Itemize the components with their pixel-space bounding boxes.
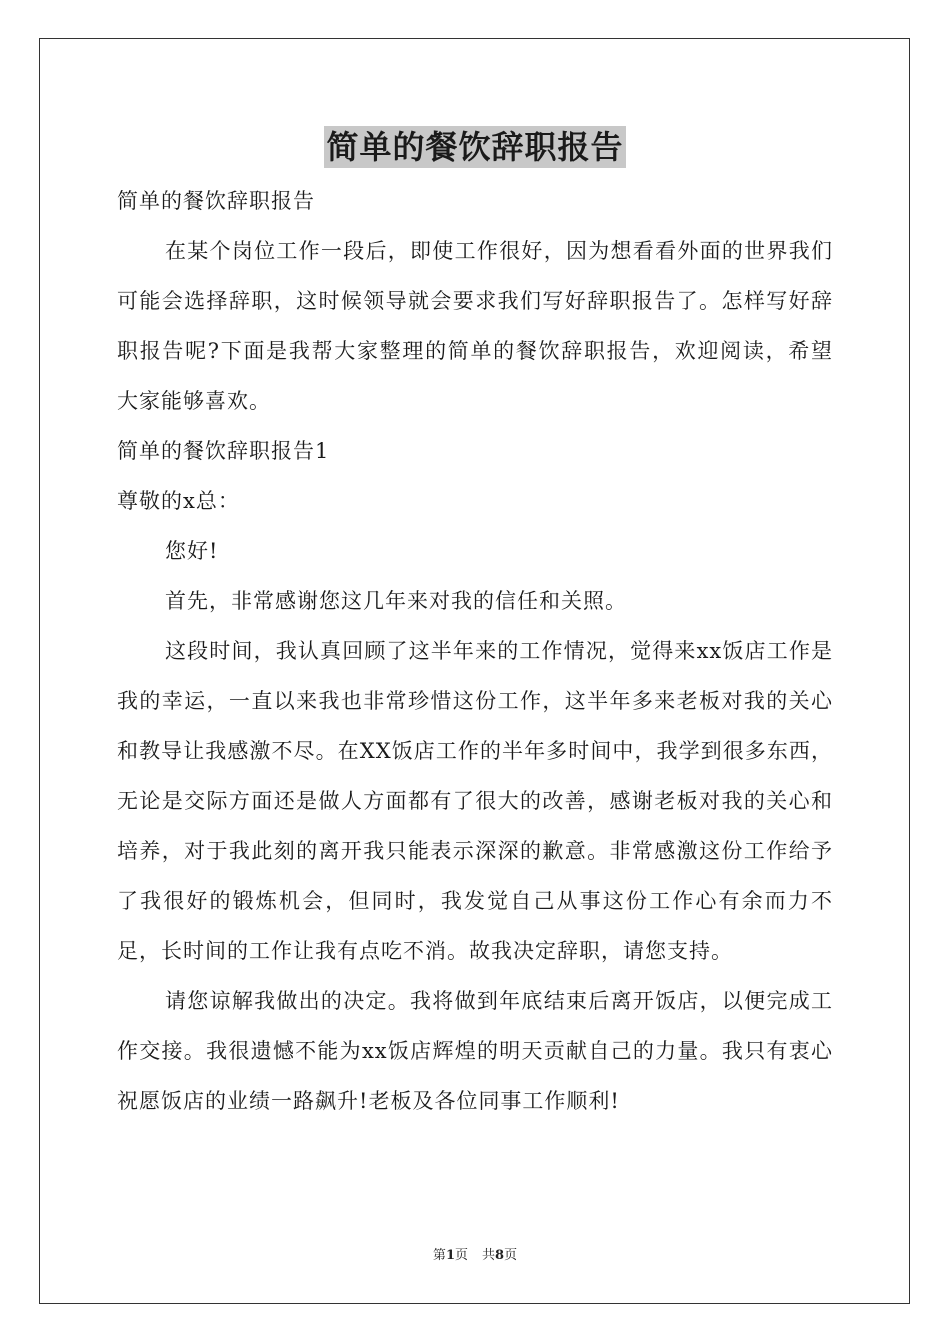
page-footer — [0, 1247, 950, 1265]
title-container — [0, 126, 950, 168]
greeting: 您好! — [165, 539, 219, 563]
page-prefix: 第 — [432, 1248, 446, 1263]
page-unit: 页 — [454, 1248, 468, 1263]
salutation: 尊敬的x总： — [117, 489, 240, 513]
intro-paragraph: 在某个岗位工作一段后，即使工作很好，因为想看看外面的世界我们可能会选择辞职，这时候领导就会要求我们写好辞职报告了。怎样写好辞职报告呢?下面是我帮大家整理的简单的餐饮辞职报告，欢迎阅读，希望大家能够喜欢。 — [117, 239, 833, 413]
total-prefix: 共 — [482, 1248, 496, 1263]
page-current: 1 — [445, 1248, 455, 1263]
document-subtitle: 简单的餐饮辞职报告 — [117, 189, 315, 213]
document-body — [117, 176, 833, 1126]
section-heading: 简单的餐饮辞职报告1 — [117, 439, 330, 463]
body-paragraph-1: 首先，非常感谢您这几年来对我的信任和关照。 — [165, 589, 627, 613]
body-paragraph-2: 这段时间，我认真回顾了这半年来的工作情况，觉得来xx饭店工作是我的幸运，一直以来我也非常珍惜这份工作，这半年多来老板对我的关心和教导让我感激不尽。在XX饭店工作的半年多时间中，我学到很多东西，无论是交际方面还是做人方面都有了很大的改善，感谢老板对我的关心和培养，对于我此刻的离开我只能表示深深的歉意。非常感激这份工作给予了我很好的锻炼机会，但同时，我发觉自己从事这份工作心有余而力不足，长时间的工作让我有点吃不消。故我决定辞职，请您支持。 — [117, 639, 833, 963]
document-title: 简单的餐饮辞职报告 — [326, 128, 624, 166]
page-total: 8 — [495, 1248, 505, 1263]
total-unit: 页 — [504, 1248, 518, 1263]
body-paragraph-3: 请您谅解我做出的决定。我将做到年底结束后离开饭店，以便完成工作交接。我很遗憾不能为xx饭店辉煌的明天贡献自己的力量。我只有衷心祝愿饭店的业绩一路飙升!老板及各位同事工作顺利! — [117, 989, 833, 1113]
